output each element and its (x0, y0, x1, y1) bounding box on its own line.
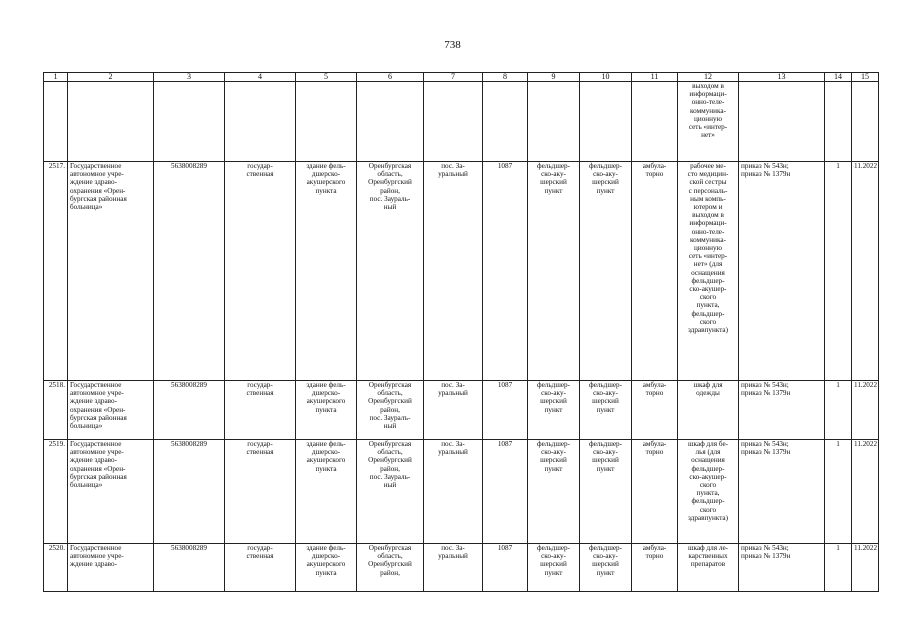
cell-line: одежды (696, 389, 720, 398)
cell-line: район, (380, 568, 400, 577)
ownership-form-cell (225, 162, 296, 381)
column-number-10: 10 (580, 73, 632, 82)
column-number-12: 12 (678, 73, 739, 82)
unit-name-cell (580, 82, 632, 162)
address-cell (357, 82, 424, 162)
unit-type-cell (528, 162, 580, 381)
cell-line: выходом в (692, 82, 724, 90)
building-cell (296, 440, 357, 544)
cell-line: дшерско- (311, 170, 341, 179)
cell-line: амбула- (642, 381, 667, 389)
cell-line: район, (380, 405, 400, 414)
care-condition-cell (632, 440, 678, 544)
cell-line: ской сестры (689, 178, 727, 187)
cell-line: Оренбургская (368, 162, 412, 170)
cell-line: сеть «интер- (688, 123, 728, 132)
cell-line: онно-теле- (691, 227, 725, 236)
cell-line: приказ № 1379н (741, 552, 791, 561)
cell-line: шерский (540, 456, 567, 465)
cell-line: препаратов (690, 560, 726, 569)
date-cell: 11.2022 (852, 544, 879, 592)
cell-line: рабочее ме- (690, 162, 726, 170)
unit-name-cell (580, 440, 632, 544)
cell-line: пункт (596, 568, 615, 577)
cell-line: Государственное (70, 544, 122, 552)
population-cell: 1087 (483, 162, 528, 381)
cell-line: шерский (592, 178, 619, 187)
unit-name-cell (580, 162, 632, 381)
equipment-cell (678, 82, 739, 162)
care-condition-cell (632, 544, 678, 592)
column-number-11: 11 (632, 73, 678, 82)
cell-line: ско-аку- (593, 389, 618, 398)
cell-line: Государственное (70, 162, 122, 170)
organization-name-cell (68, 82, 154, 162)
cell-line: шерский (592, 397, 619, 406)
cell-line: бургская районная (70, 194, 127, 203)
cell-line: коммуника- (690, 235, 726, 244)
date-cell: 11.2022 (852, 440, 879, 544)
cell-line: акушерского (306, 560, 346, 569)
cell-line: амбула- (642, 440, 667, 448)
cell-line: приказ № 1379н (741, 170, 791, 179)
cell-line: шерский (592, 560, 619, 569)
cell-line: фельдшер- (588, 544, 623, 552)
quantity-cell: 1 (825, 544, 852, 592)
unit-type-cell (528, 381, 580, 440)
cell-line: шкаф для ле- (687, 544, 729, 552)
cell-line: Оренбургская (368, 440, 412, 448)
cell-line: дшерско- (311, 389, 341, 398)
row-number-cell: 2517. (44, 162, 68, 381)
cell-line: пос. За- (441, 544, 465, 552)
cell-line: ный (383, 481, 397, 490)
column-number-5: 5 (296, 73, 357, 82)
quantity-cell: 1 (825, 440, 852, 544)
cell-line: Государственное (70, 381, 122, 389)
cell-line: ственная (246, 448, 274, 457)
registry-table (43, 72, 879, 592)
cell-line: пункта (315, 464, 337, 473)
row-number-cell: 2519. (44, 440, 68, 544)
cell-line: область, (377, 448, 403, 457)
cell-line: здравпункта) (687, 326, 729, 335)
ownership-form-cell (225, 544, 296, 592)
cell-line: ско-аку- (541, 170, 566, 179)
cell-line: фельдшер- (536, 162, 571, 170)
cell-line: акушерского (306, 397, 346, 406)
cell-line: лья (для (695, 448, 721, 457)
cell-line: район, (380, 464, 400, 473)
cell-line: амбула- (642, 162, 667, 170)
cell-line: уральный (438, 552, 468, 561)
cell-line: шкаф для (693, 381, 723, 389)
cell-line: пос. За- (441, 381, 465, 389)
cell-line: приказ № 543н; (741, 381, 789, 389)
cell-line: шерский (540, 397, 567, 406)
cell-line: бургская районная (70, 472, 127, 481)
cell-line: здание фель- (306, 440, 346, 448)
column-number-9: 9 (528, 73, 580, 82)
unit-type-cell (528, 440, 580, 544)
cell-line: нет» (701, 131, 715, 140)
equipment-cell (678, 544, 739, 592)
cell-line: торно (645, 389, 664, 398)
cell-line: пос. Заураль- (369, 194, 411, 203)
cell-line: пункт (596, 405, 615, 414)
cell-line: торно (645, 448, 664, 457)
care-condition-cell (632, 82, 678, 162)
cell-line: Оренбургский (368, 560, 412, 569)
cell-line: охранения «Орен- (70, 186, 126, 195)
cell-line: ждение здраво- (70, 397, 117, 406)
row-number-cell (44, 82, 68, 162)
cell-line: фельдшер- (536, 440, 571, 448)
cell-line: ского (699, 505, 717, 514)
cell-line: автономное учре- (70, 389, 124, 398)
cell-line: Оренбургский (368, 397, 412, 406)
cell-line: государ- (247, 544, 273, 552)
cell-line: пункт (596, 186, 615, 195)
cell-line: область, (377, 170, 403, 179)
cell-line: ского (699, 293, 717, 302)
cell-line: онно-теле- (691, 98, 725, 107)
cell-line: пункт (544, 186, 563, 195)
cell-line: фельдшер- (536, 544, 571, 552)
cell-line: ско-аку- (593, 448, 618, 457)
inn-cell: 5638008289 (154, 544, 225, 592)
column-number-2: 2 (68, 73, 154, 82)
cell-line: ютером и (693, 203, 723, 212)
unit-name-cell (580, 544, 632, 592)
cell-line: уральный (438, 448, 468, 457)
row-number-cell: 2520. (44, 544, 68, 592)
population-cell: 1087 (483, 381, 528, 440)
cell-line: здание фель- (306, 381, 346, 389)
population-cell: 1087 (483, 544, 528, 592)
legal-basis-cell (739, 440, 825, 544)
cell-line: амбула- (642, 544, 667, 552)
address-cell (357, 162, 424, 381)
cell-line: ского (699, 481, 717, 490)
cell-line: ского (699, 317, 717, 326)
inn-cell: 5638008289 (154, 381, 225, 440)
cell-line: автономное учре- (70, 448, 124, 457)
cell-line: ско-акушер- (689, 285, 727, 294)
cell-line: шерский (592, 456, 619, 465)
cell-line: торно (645, 552, 664, 561)
cell-line: приказ № 1379н (741, 389, 791, 398)
column-number-6: 6 (357, 73, 424, 82)
cell-line: информаци- (689, 90, 727, 99)
inn-cell (154, 82, 225, 162)
cell-line: ско-аку- (541, 448, 566, 457)
building-cell (296, 381, 357, 440)
cell-line: государ- (247, 440, 273, 448)
unit-type-cell (528, 544, 580, 592)
settlement-cell (424, 381, 483, 440)
unit-type-cell (528, 82, 580, 162)
settlement-cell (424, 440, 483, 544)
column-number-1: 1 (44, 73, 68, 82)
cell-line: фельдшер- (588, 440, 623, 448)
cell-line: государ- (247, 381, 273, 389)
organization-name-cell (68, 544, 154, 592)
cell-line: шерский (540, 560, 567, 569)
table-row (44, 381, 879, 440)
quantity-cell: 1 (825, 162, 852, 381)
care-condition-cell (632, 162, 678, 381)
cell-line: охранения «Орен- (70, 464, 126, 473)
cell-line: приказ № 1379н (741, 448, 791, 457)
cell-line: пункт (544, 464, 563, 473)
population-cell (483, 82, 528, 162)
date-cell: 11.2022 (852, 162, 879, 381)
cell-line: фельдшер- (536, 381, 571, 389)
equipment-cell (678, 381, 739, 440)
cell-line: приказ № 543н; (741, 544, 789, 552)
column-number-row (44, 73, 879, 82)
settlement-cell (424, 82, 483, 162)
cell-line: больница» (70, 422, 103, 431)
quantity-cell: 1 (825, 381, 852, 440)
date-cell: 11.2022 (852, 381, 879, 440)
date-cell (852, 82, 879, 162)
cell-line: автономное учре- (70, 552, 124, 561)
cell-line: пункта (315, 568, 337, 577)
cell-line: ственная (246, 170, 274, 179)
cell-line: фельдшер- (691, 464, 725, 473)
cell-line: карственных (688, 552, 728, 561)
cell-line: пункт (596, 464, 615, 473)
legal-basis-cell (739, 162, 825, 381)
cell-line: ско-аку- (593, 552, 618, 561)
column-number-15: 15 (852, 73, 879, 82)
column-number-13: 13 (739, 73, 825, 82)
column-number-4: 4 (225, 73, 296, 82)
cell-line: Оренбургский (368, 178, 412, 187)
cell-line: приказ № 543н; (741, 440, 789, 448)
cell-line: уральный (438, 389, 468, 398)
organization-name-cell (68, 440, 154, 544)
cell-line: выходом в (692, 211, 724, 220)
unit-name-cell (580, 381, 632, 440)
cell-line: пос. Зауралъ- (369, 413, 411, 422)
cell-line: пункта, (696, 489, 720, 498)
population-cell: 1087 (483, 440, 528, 544)
cell-line: ско-аку- (593, 170, 618, 179)
cell-line: нет» (для (693, 260, 723, 269)
cell-line: ционную (694, 114, 722, 123)
cell-line: ско-акушер- (689, 472, 727, 481)
cell-line: приказ № 543н; (741, 162, 789, 170)
cell-line: пос. Заураль- (369, 472, 411, 481)
cell-line: Оренбургская (368, 544, 412, 552)
cell-line: ционную (694, 244, 722, 253)
column-number-8: 8 (483, 73, 528, 82)
cell-line: ско-аку- (541, 552, 566, 561)
cell-line: дшерско- (311, 448, 341, 457)
cell-line: ждение здраво- (70, 178, 117, 187)
ownership-form-cell (225, 381, 296, 440)
organization-name-cell (68, 162, 154, 381)
cell-line: Государственное (70, 440, 122, 448)
cell-line: пункта (315, 405, 337, 414)
care-condition-cell (632, 381, 678, 440)
cell-line: ственная (246, 552, 274, 561)
cell-line: здание фель- (306, 544, 346, 552)
table-row (44, 162, 879, 381)
cell-line: коммуника- (690, 106, 726, 115)
cell-line: ждение здраво- (70, 560, 117, 569)
cell-line: сто медицин- (687, 170, 729, 179)
cell-line: фельдшер- (691, 497, 725, 506)
cell-line: оснащения (691, 456, 725, 465)
cell-line: ный (383, 422, 397, 431)
ownership-form-cell (225, 440, 296, 544)
quantity-cell (825, 82, 852, 162)
cell-line: район, (380, 186, 400, 195)
cell-line: бургская районная (70, 413, 127, 422)
cell-line: государ- (247, 162, 273, 170)
table-row (44, 440, 879, 544)
cell-line: фельдшер- (588, 381, 623, 389)
cell-line: больница» (70, 481, 103, 490)
address-cell (357, 381, 424, 440)
settlement-cell (424, 162, 483, 381)
page-number: 738 (444, 39, 461, 51)
cell-line: шкаф для бе- (687, 440, 729, 448)
cell-line: акушерского (306, 456, 346, 465)
cell-line: больница» (70, 203, 103, 212)
column-number-7: 7 (424, 73, 483, 82)
cell-line: здание фель- (306, 162, 346, 170)
cell-line: автономное учре- (70, 170, 124, 179)
cell-line: дшерско- (311, 552, 341, 561)
cell-line: область, (377, 552, 403, 561)
continuation-row (44, 82, 879, 162)
cell-line: сеть «интер- (688, 252, 728, 261)
cell-line: с персональ- (688, 186, 728, 195)
address-cell (357, 440, 424, 544)
cell-line: акушерского (306, 178, 346, 187)
building-cell (296, 162, 357, 381)
cell-line: фельдшер- (588, 162, 623, 170)
cell-line: пос. За- (441, 162, 465, 170)
cell-line: пункта, (696, 301, 720, 310)
cell-line: здравпункта) (687, 513, 729, 522)
cell-line: область, (377, 389, 403, 398)
inn-cell: 5638008289 (154, 162, 225, 381)
equipment-cell (678, 162, 739, 381)
ownership-form-cell (225, 82, 296, 162)
cell-line: пос. За- (441, 440, 465, 448)
cell-line: фельдшер- (691, 276, 725, 285)
building-cell (296, 82, 357, 162)
cell-line: пункт (544, 568, 563, 577)
legal-basis-cell (739, 381, 825, 440)
settlement-cell (424, 544, 483, 592)
inn-cell: 5638008289 (154, 440, 225, 544)
cell-line: охранения «Орен- (70, 405, 126, 414)
cell-line: пункта (315, 186, 337, 195)
cell-line: пункт (544, 405, 563, 414)
cell-line: оснащения (691, 268, 725, 277)
cell-line: Оренбургская (368, 381, 412, 389)
cell-line: ным компь- (690, 194, 726, 203)
cell-line: Оренбургский (368, 456, 412, 465)
cell-line: торно (645, 170, 664, 179)
organization-name-cell (68, 381, 154, 440)
legal-basis-cell (739, 544, 825, 592)
cell-line: уральный (438, 170, 468, 179)
row-number-cell: 2518. (44, 381, 68, 440)
equipment-cell (678, 440, 739, 544)
legal-basis-cell (739, 82, 825, 162)
column-number-14: 14 (825, 73, 852, 82)
table-row (44, 544, 879, 592)
cell-line: фельдшер- (691, 309, 725, 318)
building-cell (296, 544, 357, 592)
cell-line: шерский (540, 178, 567, 187)
cell-line: информаци- (689, 219, 727, 228)
cell-line: ско-аку- (541, 389, 566, 398)
cell-line: ственная (246, 389, 274, 398)
cell-line: ждение здраво- (70, 456, 117, 465)
table-body (44, 73, 879, 592)
address-cell (357, 544, 424, 592)
column-number-3: 3 (154, 73, 225, 82)
cell-line: ный (383, 203, 397, 212)
